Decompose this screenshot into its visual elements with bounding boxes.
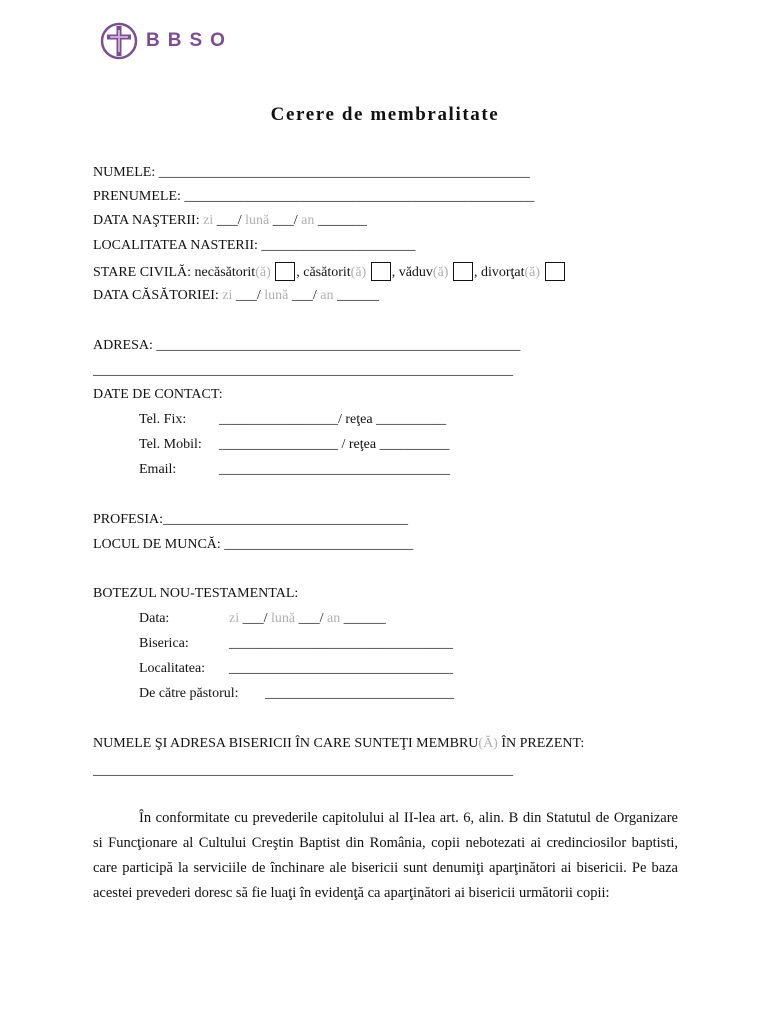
option-divortat: , divorţat	[473, 265, 525, 280]
field-data-botez[interactable]	[229, 610, 386, 628]
field-localitatea-botez[interactable]: ________________________________	[229, 661, 453, 676]
field-adresa[interactable]: ADRESA: ____________________________________________________	[93, 338, 521, 353]
label-email: Email:	[139, 462, 177, 477]
field-localitatea[interactable]: LOCALITATEA NASTERII: ______________________	[93, 238, 416, 253]
label-pastor: De către păstorul:	[139, 686, 239, 701]
field-data-casatoriei[interactable]	[93, 287, 379, 305]
field-stare-civila	[93, 262, 566, 282]
field-tel-mobil[interactable]: _________________ / reţea __________	[219, 437, 450, 452]
day-line: ___/	[242, 611, 268, 626]
paragraph-text: În conformitate cu prevederile capitolului al II-lea art. 6, alin. B din Statutul de Organizare si Funcţionare al Cultului Creştin Baptist din România, copii nebotezati ai credinciosilor baptisti, care participă la serviciile de închinare ale bisericii sunt denumiţi aparţinători ai bisericii. Pe baza acestei prevederi doresc să fie luaţi în evidenţă ca aparţinători ai bisericii următorii copii:	[93, 810, 678, 901]
field-label-end: ÎN PREZENT:	[497, 736, 585, 751]
year-line: _______	[317, 213, 367, 228]
month-hint: lună	[245, 213, 270, 228]
field-email[interactable]: _________________________________	[219, 462, 450, 477]
checkbox-vaduv[interactable]	[453, 262, 473, 281]
day-line: ___/	[235, 288, 261, 303]
label-biserica: Biserica:	[139, 636, 189, 651]
field-label: STARE CIVILĂ:	[93, 265, 192, 280]
checkbox-divortat[interactable]	[545, 262, 565, 281]
day-hint: zi	[222, 288, 233, 303]
field-numele-adresa-line[interactable]: ____________________________________________________________	[93, 763, 513, 778]
section-date-contact: DATE DE CONTACT:	[93, 387, 223, 402]
year-line: ______	[343, 611, 386, 626]
day-hint: zi	[203, 213, 214, 228]
option-vaduv: , văduv	[391, 265, 433, 280]
option-suffix: (ă)	[350, 265, 367, 280]
day-line: ___/	[216, 213, 242, 228]
section-botezul: BOTEZUL NOU-TESTAMENTAL:	[93, 586, 299, 601]
field-profesia[interactable]: PROFESIA:___________________________________	[93, 512, 409, 527]
page-title: Cerere de membralitate	[270, 104, 500, 125]
label-tel-fix: Tel. Fix:	[139, 412, 187, 427]
month-line: ___/	[298, 611, 324, 626]
label-data-botez: Data:	[139, 611, 170, 626]
option-necasatorit: necăsătorit	[194, 265, 256, 280]
year-hint: an	[301, 213, 315, 228]
field-data-nasterii[interactable]	[93, 212, 367, 230]
option-casatorit: , căsătorit	[296, 265, 351, 280]
field-numele[interactable]: NUMELE: _____________________________________________________	[93, 165, 530, 180]
logo-text: BBSO	[146, 30, 233, 51]
field-numele-adresa-biserici	[93, 735, 584, 753]
option-suffix: (ă)	[255, 265, 271, 280]
field-label: NUMELE ŞI ADRESA BISERICII ÎN CARE SUNTEŢI MEMBRU	[93, 736, 479, 751]
field-label: DATA NAŞTERII:	[93, 213, 200, 228]
field-adresa-line2[interactable]: ____________________________________________________________	[93, 363, 513, 378]
option-suffix: (ă)	[524, 265, 541, 280]
checkbox-necasatorit[interactable]	[275, 262, 295, 281]
field-label: DATA CĂSĂTORIEI:	[93, 288, 219, 303]
field-pastor[interactable]: ___________________________	[265, 686, 454, 701]
day-hint: zi	[229, 611, 240, 626]
month-line: ___/	[272, 213, 298, 228]
logo	[98, 20, 233, 62]
month-hint: lună	[264, 288, 289, 303]
year-hint: an	[320, 288, 334, 303]
label-localitatea-botez: Localitatea:	[139, 661, 206, 676]
statute-paragraph	[93, 806, 678, 906]
logo-icon	[98, 20, 140, 62]
year-line: ______	[337, 288, 380, 303]
month-line: ___/	[291, 288, 317, 303]
field-prenumele[interactable]: PRENUMELE: __________________________________________________	[93, 189, 535, 204]
month-hint: lună	[271, 611, 296, 626]
label-tel-mobil: Tel. Mobil:	[139, 437, 202, 452]
field-biserica[interactable]: ________________________________	[229, 636, 453, 651]
year-hint: an	[327, 611, 341, 626]
option-suffix: (ă)	[432, 265, 449, 280]
checkbox-casatorit[interactable]	[371, 262, 391, 281]
field-locul-munca[interactable]: LOCUL DE MUNCĂ: ___________________________	[93, 537, 414, 552]
field-tel-fix[interactable]: _________________/ reţea __________	[219, 412, 447, 427]
label-suffix: (Ă)	[478, 736, 498, 751]
